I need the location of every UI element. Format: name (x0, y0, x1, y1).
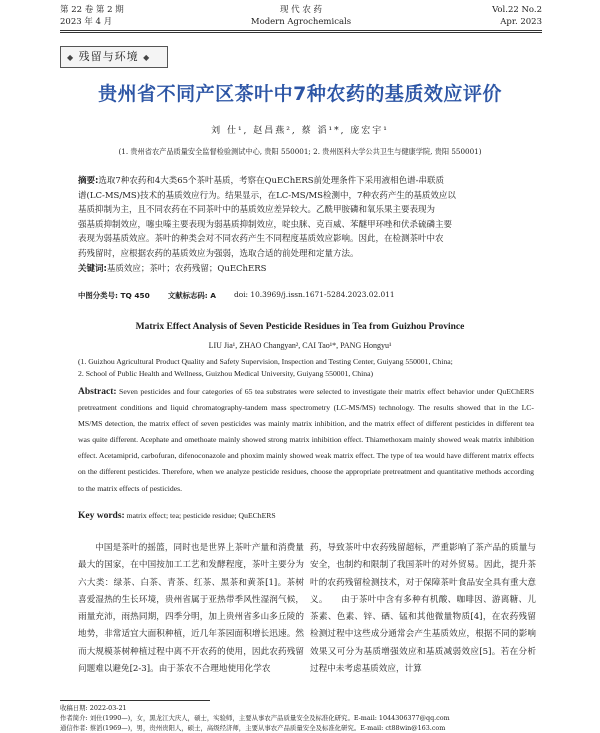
running-header-top (60, 5, 542, 16)
journal-name-en: Modern Agrochemicals (250, 17, 352, 27)
keywords-en-label: Key words: (78, 511, 125, 521)
affiliation-en-line: 2. School of Public Health and Wellness, Guizhou Medical University, Guiyang 550001, China) (78, 369, 374, 378)
abstract-cn-line: 药残留时，应根据农药的基质效应为强弱，选取合适的前处理和定量方法。 (78, 248, 359, 259)
abstract-cn-line: 选取7种农药和4大类65个茶叶基质，考察在QuEChERS前处理条件下采用液相色谱-串联质 (98, 176, 444, 186)
keywords-en-row (78, 511, 276, 521)
journal-name-cn: 现 代 农 药 (279, 5, 323, 15)
keywords-en: matrix effect; tea; pesticide residue; QuEChERS (126, 511, 276, 520)
body-paragraph: 药，导致茶叶中农药残留超标，严重影响了茶产品的质量与安全，也制约和限制了我国茶叶的对外贸易。因此，提升茶叶的农药残留检测技术，对于保障茶叶食品安全具有重大意义。 由于茶叶中含有多种有机酸、咖啡因、游离糖、儿茶素、色素、锌、硒、锰和其他微量物质[4]，在农药残留检测过程中这些成分通常会产生基质效应，根据不同的影响效果又可分为基质增强效应和基质减弱效应[5]。若在分析过程中未考虑基质效应，计算 (310, 543, 536, 675)
received-date: 收稿日期: 2022-03-21 (60, 704, 127, 712)
abstract-cn-line: 强基质抑制效应，噻虫嗪主要表现为弱基质抑制效应，啶虫脒、克百威、苯醚甲环唑和伏杀硫磷主要 (78, 219, 453, 230)
date-en: Apr. 2023 (500, 17, 542, 27)
author-info: 作者简介: 刘仕(1990—)，女，黑龙江大庆人，硕士，实验师，主要从事农产品质量安全及标准化研究。E-mail: 1044306377@qq.com (60, 714, 450, 722)
footnote-rule (60, 700, 210, 701)
clc-number: 中图分类号: TQ 450 (78, 291, 150, 300)
section-tag (60, 46, 168, 68)
affiliation-en-line: (1. Guizhou Agricultural Product Quality and Safety Supervision, Inspection and Testing Center, Guiyang 550001, China; (78, 357, 453, 366)
abstract-cn-line: 基质抑制为主，且不同农药在不同茶叶中的基质效应差异较大。乙酰甲胺磷和氧乐果主要表现为 (78, 205, 436, 216)
affiliation-en (78, 356, 548, 380)
diamond-icon-right: ◆ (143, 53, 151, 62)
authors-cn: 刘 仕¹, 赵昌燕², 蔡 滔¹*, 庞宏宇¹ (211, 126, 389, 136)
abstract-cn-line: 表现为弱基质效应。茶叶的种类会对不同农药产生不同程度基质效应影响。因此，在检测茶叶中农 (78, 234, 444, 245)
body-paragraph: 中国是茶叶的摇篮，同时也是世界上茶叶产量和消费量最大的国家，在中国按加工工艺和发酵程度，茶叶主要分为六大类：绿茶、白茶、青茶、红茶、黑茶和黄茶[1]。茶树喜爱湿热的生长环境，贵州省属于亚热带季风性湿润气候，雨量充沛，雨热同期，四季分明，加上贵州省多山多丘陵的地势，非常适宜大面积种植，近几年茶园面积增长迅速。然而大规模茶树种植过程中离不开农药的使用，因此农药残留问题难以避免[2-3]。由于茶农不合理地使用化学农 (78, 543, 304, 675)
date-cn: 2023 年 4 月 (60, 17, 113, 27)
volume-issue-en: Vol.22 No.2 (492, 5, 542, 15)
abstract-cn-label: 摘要: (78, 176, 99, 186)
abstract-cn (78, 174, 534, 276)
doi: doi: 10.3969/j.issn.1671-5284.2023.02.011 (234, 290, 395, 299)
body-column-right (310, 540, 536, 678)
abstract-cn-line: 谱(LC-MS/MS)技术的基质效应行为。结果显示，在LC-MS/MS检测中，7种农药产生的基质效应以 (78, 190, 456, 201)
abstract-en (78, 384, 534, 497)
running-header-bottom (60, 17, 542, 28)
keywords-cn: 基质效应；茶叶；农药残留；QuEChERS (106, 263, 267, 274)
keywords-cn-label: 关键词: (78, 263, 107, 274)
volume-issue-cn: 第 22 卷 第 2 期 (60, 5, 124, 15)
section-tag-label: 残留与环境 (78, 50, 139, 63)
authors-en: LIU Jia¹, ZHAO Changyan², CAI Tao¹*, PANG Hongyu¹ (208, 341, 392, 350)
abstract-en-label: Abstract: (78, 387, 117, 397)
article-title-cn: 贵州省不同产区茶叶中7种农药的基质效应评价 (98, 83, 502, 105)
header-rule (60, 30, 542, 31)
header-rule-2 (60, 32, 542, 33)
diamond-icon-left: ◆ (67, 53, 75, 62)
abstract-en-text: Seven pesticides and four categories of 65 tea substrates were selected to investigate their matrix effect behavior under QuEChERS pretreatment conditions and liquid chromatography-tandem mass spectrometry (LC-MS/MS) technology. The results showed that in the LC-MS/MS detection, the matrix effect of seven pesticides was mainly matrix inhibition, and the matrix effect of different pesticides in different tea was quite different. Acephate and omethoate mainly showed strong matrix inhibition effect. Thiamethoxam mainly showed weak matrix inhibition effect. Acetamiprid, carbofuran, difenoconazole and phoxim mainly showed weak matrix effect. The type of tea would have different matrix effects on the different pesticides. Therefore, when we analyze pesticide residues, choose the appropriate pretreatment and quantitative methods according to the matrix effects of pesticides. (78, 387, 535, 493)
body-column-left (78, 540, 304, 678)
document-code: 文献标志码: A (167, 291, 217, 300)
corresponding-author: 通信作者: 蔡滔(1969—)，男，贵州贵阳人，硕士，高级经济师，主要从事农产品质量安全及标准化研究。E-mail: ct88win@163.com (60, 724, 446, 732)
classification-row (78, 290, 534, 301)
article-title-en: Matrix Effect Analysis of Seven Pesticide Residues in Tea from Guizhou Province (135, 322, 465, 332)
affiliation-cn: (1. 贵州省农产品质量安全监督检验测试中心, 贵阳 550001; 2. 贵州医科大学公共卫生与健康学院, 贵阳 550001) (118, 147, 482, 156)
